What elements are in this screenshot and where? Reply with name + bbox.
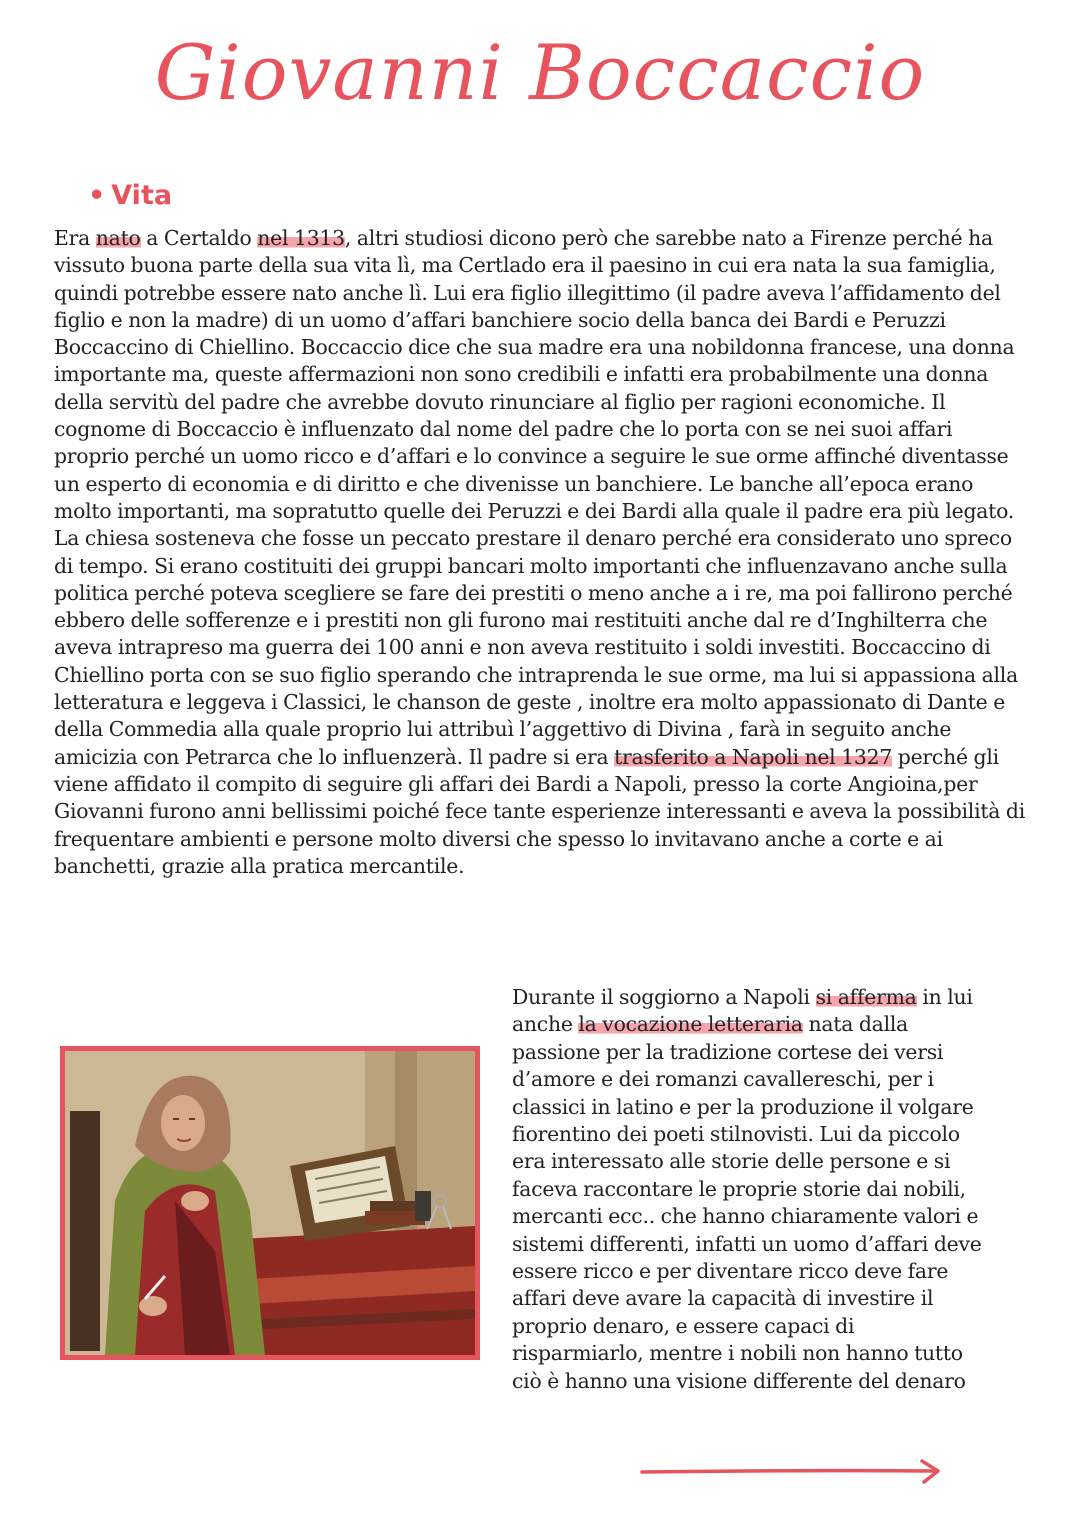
body-paragraph bbox=[54, 225, 1029, 880]
arrow-right-icon bbox=[640, 1456, 945, 1486]
bullet-icon: • bbox=[88, 180, 106, 211]
text-run: , altri studiosi dicono però che sarebbe nato a Firenze perché ha vissuto buona parte della sua vita lì, ma Certlado era il paesino in cui era nata la sua famiglia, quindi potrebbe essere nato anche lì. Lui era figlio illegittimo (il padre aveva l’affidamento del figlio e non la madre) di un uomo d’affari banchiere socio della banca dei Bardi e Peruzzi Boccaccino di Chiellino. Boccaccio dice che sua madre era una nobildonna francese, una donna importante ma, queste affermazioni non sono credibili e infatti era probabilmente una donna della servitù del padre che avrebbe dovuto rinunciare al figlio per ragioni economiche. Il cognome di Boccaccio è influenzato dal nome del padre che lo porta con se nei suoi affari proprio perché un uomo ricco e d’affari e lo convince a seguire le sue orme affinché diventasse un esperto di economia e di diritto e che divenisse un banchiere. Le banche all’epoca erano molto importanti, ma sopratutto quelle dei Peruzzi e dei Bardi alla quale il padre era più legato. La chiesa sosteneva che fosse un peccato prestare il denaro perché era considerato uno spreco di tempo. Si erano costituiti dei gruppi bancari molto importanti che influenzavano anche sulla politica perché poteva scegliere se fare dei prestiti o meno anche a i re, ma poi fallirono perché ebbero delle sofferenze e i prestiti non gli furono mai restituiti anche dal re d’Inghilterra che aveva intrapreso ma guerra dei 100 anni e non aveva restituito i soldi investiti. Boccaccino di Chiellino porta con se suo figlio sperando che intraprenda le sue orme, ma lui si appassiona alla letteratura e leggeva i Classici, le chanson de geste , inoltre era molto appassionato di Dante e della Commedia alla quale proprio lui attribuì l’aggettivo di Divina , farà in seguito anche amicizia con Petrarca che lo influenzerà. Il padre si era bbox=[54, 226, 1018, 769]
section-heading bbox=[88, 180, 172, 211]
page-title: Giovanni Boccaccio bbox=[154, 28, 926, 117]
column-paragraph bbox=[512, 984, 982, 1395]
text-run: a Certaldo bbox=[140, 226, 258, 250]
text-run: Durante il soggiorno a Napoli bbox=[512, 985, 816, 1009]
text-run: nata dalla passione per la tradizione cortese dei versi d’amore e dei romanzi cavallereschi, per i classici in latino e per la produzione il volgare fiorentino dei poeti stilnovisti. Lui da piccolo era interessato alle storie delle persone e si faceva raccontare le proprie storie dai nobili, mercanti ecc.. che hanno chiaramente valori e sistemi differenti, infatti un uomo d’affari deve essere ricco e per diventare ricco deve fare affari deve avare la capacità di investire il proprio denaro, e essere capaci di risparmiarlo, mentre i nobili non hanno tutto ciò è hanno una visione differente del denaro bbox=[512, 1012, 982, 1393]
highlight-vocazione-letteraria: la vocazione letteraria bbox=[578, 1012, 803, 1037]
text-run: in lui anche bbox=[512, 985, 973, 1037]
highlight-nato: nato bbox=[95, 226, 141, 250]
highlight-si-afferma: si afferma bbox=[815, 985, 917, 1009]
portrait-image bbox=[60, 1046, 480, 1360]
text-run: perché gli viene affidato il compito di seguire gli affari dei Bardi a Napoli, presso la corte Angioina,per Giovanni furono anni bellissimi poiché fece tante esperienze interessanti e aveva la possibilità di frequentare ambienti e persone molto diversi che spesso lo invitavano anche a corte e ai banchetti, grazie alla pratica mercantile. bbox=[54, 744, 1025, 878]
text-run: Era bbox=[54, 226, 96, 250]
portrait-painting bbox=[65, 1051, 475, 1355]
section-heading-label: Vita bbox=[111, 180, 173, 211]
highlight-year-1313: nel 1313 bbox=[257, 226, 345, 250]
highlight-napoli-1327: trasferito a Napoli nel 1327 bbox=[614, 744, 893, 769]
